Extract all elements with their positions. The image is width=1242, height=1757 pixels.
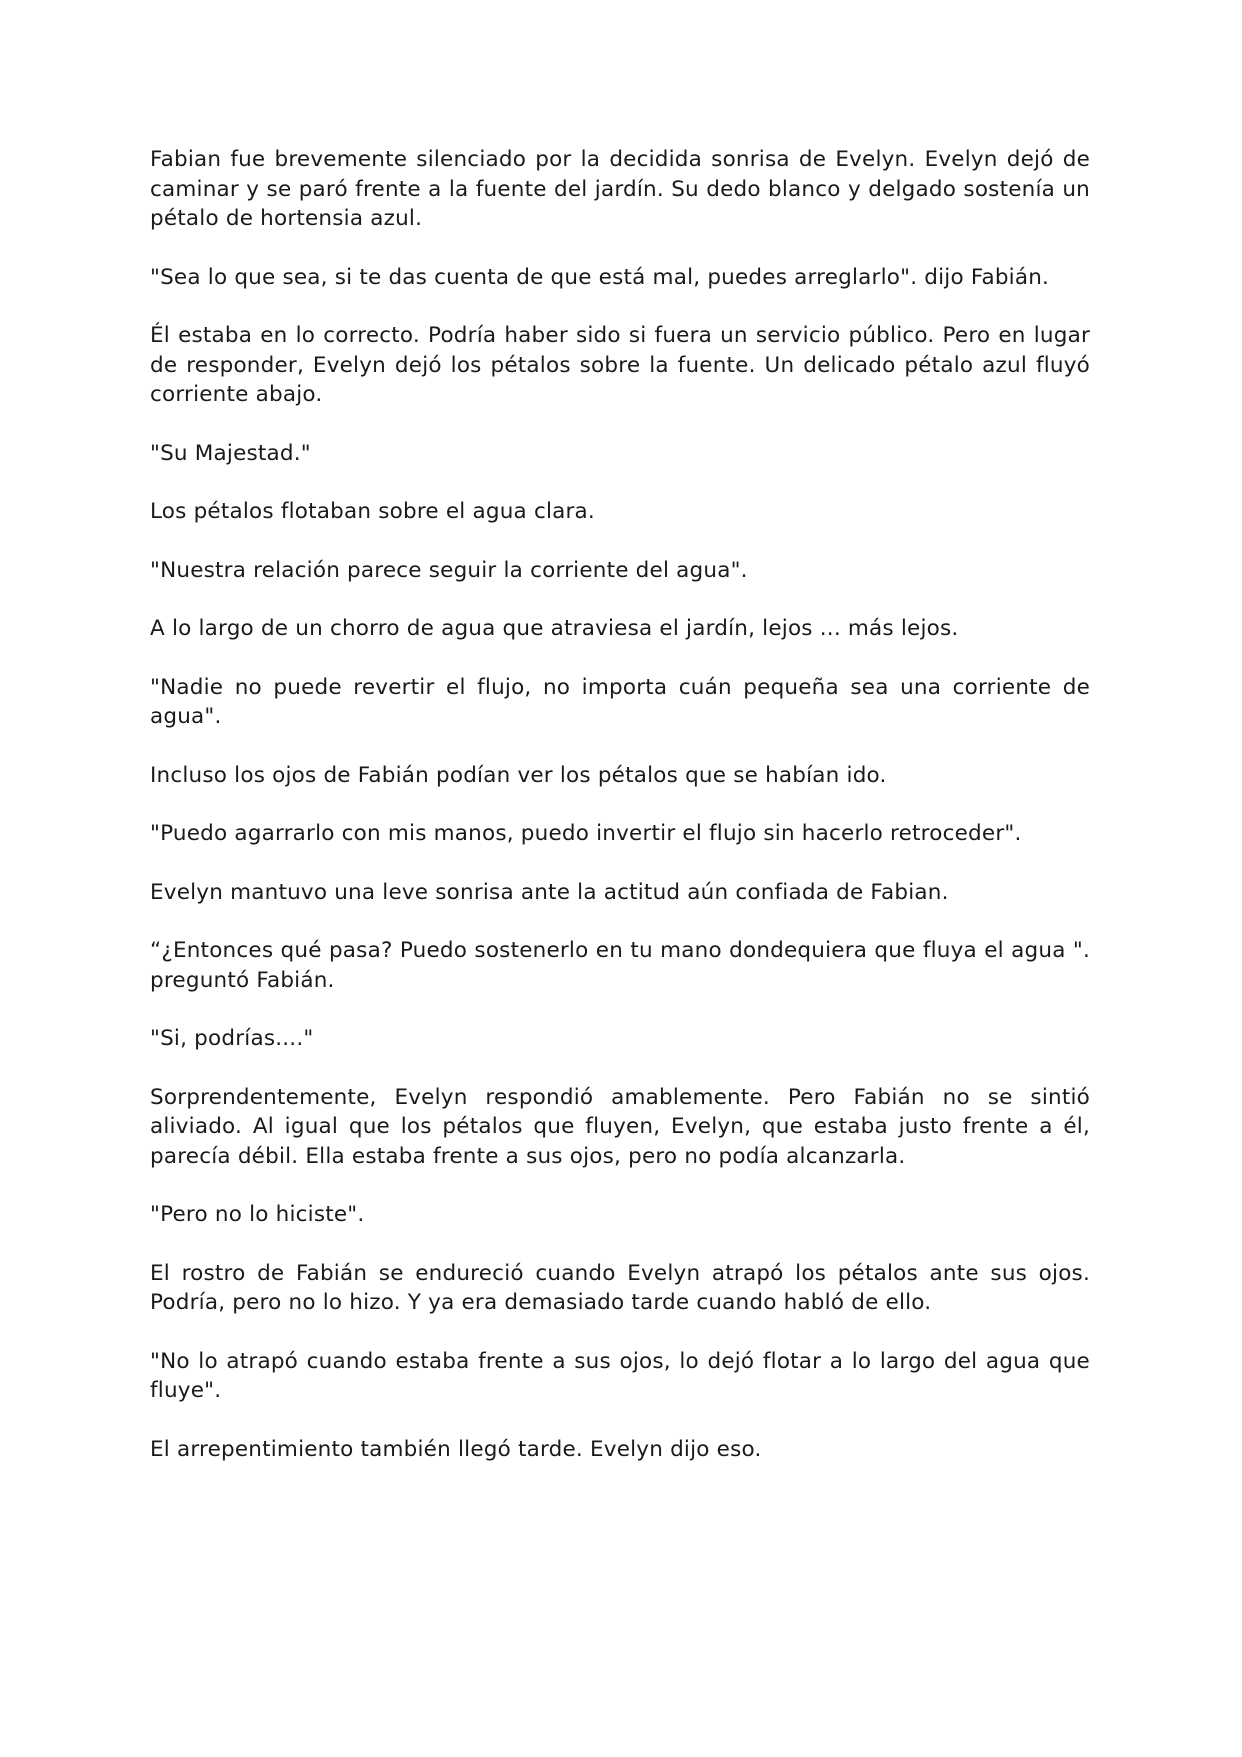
paragraph-12: “¿Entonces qué pasa? Puedo sostenerlo en tu mano dondequiera que fluya el agua ". preguntó Fabián. bbox=[150, 938, 1090, 993]
paragraph-15: "Pero no lo hiciste". bbox=[150, 1202, 365, 1227]
paragraph-8: "Nadie no puede revertir el flujo, no importa cuán pequeña sea una corriente de agua". bbox=[150, 674, 1090, 729]
paragraph-18: El arrepentimiento también llegó tarde. Evelyn dijo eso. bbox=[150, 1436, 762, 1462]
paragraph-9: Incluso los ojos de Fabián podían ver los pétalos que se habían ido. bbox=[150, 762, 887, 788]
paragraph-11: Evelyn mantuvo una leve sonrisa ante la actitud aún confiada de Fabian. bbox=[150, 879, 949, 905]
paragraph-2: "Sea lo que sea, si te das cuenta de que está mal, puedes arreglarlo". dijo Fabián. bbox=[150, 264, 1050, 290]
paragraph-13: "Si, podrías...." bbox=[150, 1026, 314, 1051]
paragraph-7: A lo largo de un chorro de agua que atraviesa el jardín, lejos ... más lejos. bbox=[150, 616, 959, 641]
document-page bbox=[150, 145, 1090, 1493]
paragraph-6: "Nuestra relación parece seguir la corriente del agua". bbox=[150, 557, 748, 583]
paragraph-1: Fabian fue brevemente silenciado por la decidida sonrisa de Evelyn. Evelyn dejó de caminar y se paró frente a la fuente del jardín. Su dedo blanco y delgado sostenía un pétalo de hortensia azul. bbox=[150, 147, 1090, 231]
paragraph-3: Él estaba en lo correcto. Podría haber sido si fuera un servicio público. Pero en lugar de responder, Evelyn dejó los pétalos sobre la fuente. Un delicado pétalo azul fluyó corriente abajo. bbox=[150, 323, 1090, 407]
paragraph-5: Los pétalos flotaban sobre el agua clara. bbox=[150, 499, 595, 524]
paragraph-17: "No lo atrapó cuando estaba frente a sus ojos, lo dejó flotar a lo largo del agua que fluye". bbox=[150, 1348, 1090, 1403]
paragraph-4: "Su Majestad." bbox=[150, 440, 311, 466]
paragraph-14: Sorprendentemente, Evelyn respondió amablemente. Pero Fabián no se sintió aliviado. Al igual que los pétalos que fluyen, Evelyn, que estaba justo frente a él, parecía débil. Ella estaba frente a sus ojos, pero no podía alcanzarla. bbox=[150, 1084, 1090, 1169]
paragraph-16: El rostro de Fabián se endureció cuando Evelyn atrapó los pétalos ante sus ojos. Podría, pero no lo hizo. Y ya era demasiado tarde cuando habló de ello. bbox=[150, 1260, 1090, 1315]
paragraph-10: "Puedo agarrarlo con mis manos, puedo invertir el flujo sin hacerlo retroceder". bbox=[150, 821, 1022, 846]
